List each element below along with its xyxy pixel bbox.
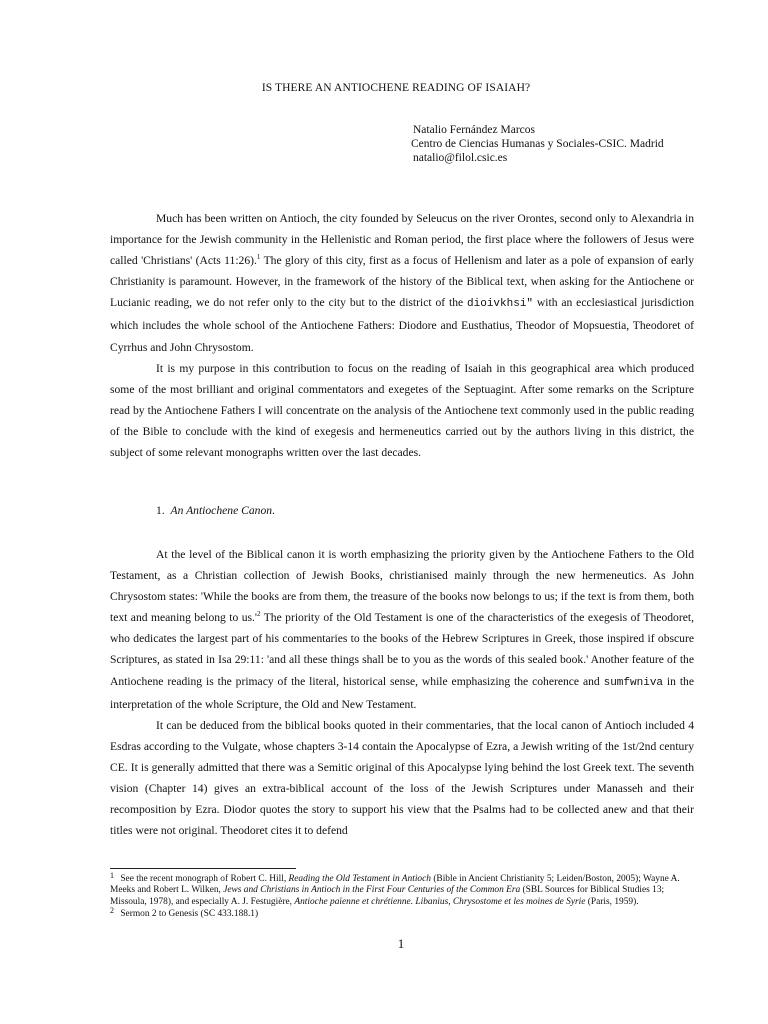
- section-number: 1.: [156, 504, 165, 517]
- paragraph-4: It can be deduced from the biblical books quoted in their commentaries, that the local canon of Antioch included 4 Esdras according to the Vulgate, whose chapters 3-14 contain the Apocalypse of Ezra, a Jewish writing of the 1st/2nd century CE. It is generally admitted that there was a Semitic original of this Apocalypse lying behind the lost Greek text. The seventh vision (Chapter 14) gives an extra-biblical account of the loss of the Jewish Scriptures under Manasseh and their recomposition by Ezra. Diodor quotes the story to support his view that the Psalms had to be collected anew and that their titles were not original. Theodoret cites it to defend: [110, 718, 694, 838]
- footnote-2: [110, 906, 694, 920]
- footnote-2-text: Sermon 2 to Genesis (SC 433.188.1): [118, 909, 259, 920]
- footnotes: [110, 871, 694, 922]
- footnote-1-text-1: See the recent monograph of Robert C. Hill,: [118, 874, 289, 884]
- paragraph-2: It is my purpose in this contribution to focus on the reading of Isaiah in this geographical area which produced some of the most brilliant and original commentators and exegetes of the Septuagint. After some remarks on the Scripture read by the Antiochene Fathers I will concentrate on the analysis of the Antiochene text commonly used in the public reading of the Bible to conclude with the kind of exegesis and hermeneutics carried out by the authors living in this district, the subject of some relevant monographs written over the last decades.: [110, 361, 694, 460]
- paragraph-1: [110, 208, 694, 358]
- para1-text-c: with an ecclesiastical jurisdiction which includes the whole school of the Antiochene Fathers: Diodore and Eusthatius, Theodor of Mopsuestia, Theodoret of Cyrrhus and John Chrysostom.: [110, 296, 694, 354]
- footnote-ref-2: 2: [257, 610, 261, 619]
- author-affiliation: Centro de Ciencias Humanas y Sociales-CSIC. Madrid: [411, 138, 664, 150]
- body-text-intro: [110, 208, 694, 463]
- footnote-1-number: 1: [110, 871, 114, 880]
- body-text-section-1: [110, 544, 694, 841]
- para3-text-c: in the interpretation of the whole Scripture, the Old and New Testament.: [110, 674, 694, 711]
- footnote-1: [110, 871, 694, 908]
- para3-text-a: At the level of the Biblical canon it is worth emphasizing the priority given by the Antiochene Fathers to the Old Testament, as a Christian collection of Jewish Books, christianised mainly through the new hermeneutics. As John Chrysostom states: 'While the books are from them, the treasure of the books now belongs to us; if the text is from them, both text and meaning belong to us.': [110, 548, 694, 625]
- paper-title: IS THERE AN ANTIOCHENE READING OF ISAIAH?: [261, 82, 531, 94]
- para3-text-b: The priority of the Old Testament is one of the characteristics of the exegesis of Theodoret, who dedicates the largest part of his commentaries to the books of the Hebrew Scriptures in Greek, those inspired if obscure Scriptures, as stated in Isa 29:11: 'and all these things shall be to you as the words of this sealed book.' Another feature of the Antiochene reading is the primacy of the literal, historical sense, while emphasizing the coherence and: [110, 611, 694, 688]
- author-email: natalio@filol.csic.es: [413, 152, 508, 164]
- footnote-separator: [110, 868, 296, 869]
- section-title: An Antiochene Canon: [170, 504, 273, 517]
- footnote-1-title-1: Reading the Old Testament in Antioch: [288, 874, 431, 884]
- author-name: Natalio Fernández Marcos: [413, 124, 535, 136]
- page-number: 1: [397, 936, 405, 951]
- footnote-1-text-2: (Bible in Ancient Christianity 5; Leiden/Boston, 2005); Wayne A. Meeks and Robert L. Wilken,: [110, 874, 680, 896]
- section-heading: 1. An Antiochene Canon.: [156, 504, 275, 517]
- footnote-1-text-3: (SBL Sources for Biblical Studies 13; Missoula, 1978), and especially A. J. Festugière,: [110, 885, 665, 907]
- para1-text-a: Much has been written on Antioch, the city founded by Seleucus on the river Orontes, second only to Alexandria in importance for the Jewish community in the Hellenistic and Roman period, the first place where the followers of Jesus were called 'Christians' (Acts 11:26).: [110, 212, 694, 268]
- greek-term-symphonia: sumfwniva: [603, 676, 664, 689]
- para1-text-b: The glory of this city, first as a focus of Hellenism and later as a pole of expansion of early Christianity is paramount. However, in the framework of the history of the Biblical text, when asking for the Antiochene or Lucianic reading, we do not refer only to the city but to the district of the: [110, 254, 694, 310]
- author-block: [411, 123, 664, 165]
- footnote-1-title-2: Jews and Christians in Antioch in the First Four Centuries of the Common Era: [223, 885, 521, 896]
- paragraph-3: [110, 544, 694, 715]
- footnote-2-number: 2: [110, 906, 114, 916]
- footnote-ref-1: 1: [256, 253, 261, 262]
- footnote-1-text-4: (Paris, 1959).: [585, 896, 639, 907]
- footnote-1-title-3: Antioche païenne et chrétienne. Libanius, Chrysostome et les moines de Syrie: [294, 896, 586, 907]
- greek-term-dioikesis: dioivkhsi": [467, 298, 534, 311]
